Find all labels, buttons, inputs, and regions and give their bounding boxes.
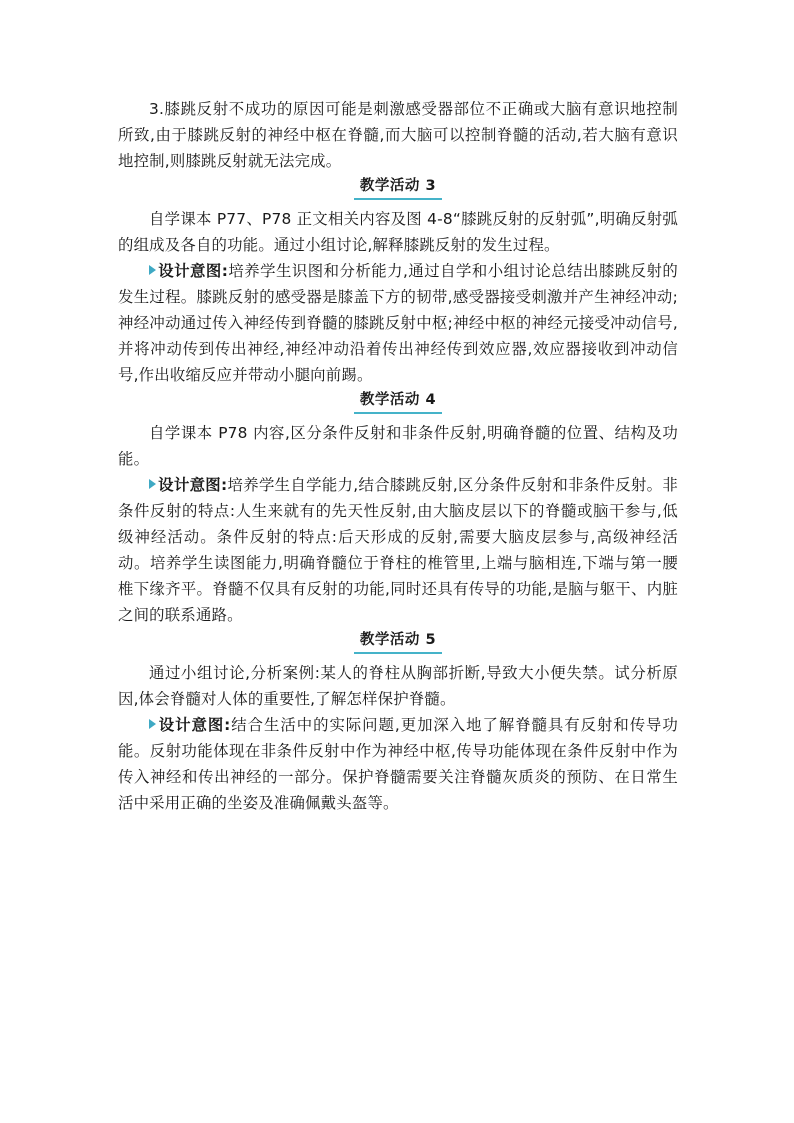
- activity-3-intent-label: 设计意图:: [158, 262, 229, 280]
- triangle-marker-icon: [149, 265, 156, 275]
- activity-5-heading-wrap: [118, 629, 678, 657]
- activity-5-intent-label: 设计意图:: [158, 716, 231, 734]
- activity-3-intent: [118, 258, 678, 388]
- activity-3-heading: 教学活动 3: [354, 175, 442, 200]
- activity-4-intent: [118, 472, 678, 628]
- activity-4-heading: 教学活动 4: [354, 389, 442, 414]
- triangle-marker-icon: [149, 479, 156, 489]
- activity-4-heading-wrap: [118, 389, 678, 417]
- activity-4-intent-label: 设计意图:: [158, 476, 228, 494]
- activity-5-intent: [118, 712, 678, 816]
- activity-5-intent-text: 结合生活中的实际问题,更加深入地了解脊髓具有反射和传导功能。反射功能体现在非条件反射中作为神经中枢,传导功能体现在条件反射中作为传入神经和传出神经的一部分。保护脊髓需要关注脊髓灰质炎的预防、在日常生活中采用正确的坐姿及准确佩戴头盔等。: [118, 716, 678, 812]
- activity-4-task: 自学课本 P78 内容,区分条件反射和非条件反射,明确脊髓的位置、结构及功能。: [118, 424, 678, 468]
- activity-5-task: 通过小组讨论,分析案例:某人的脊柱从胸部折断,导致大小便失禁。试分析原因,体会脊髓对人体的重要性,了解怎样保护脊髓。: [118, 664, 678, 708]
- triangle-marker-icon: [149, 719, 156, 729]
- activity-5-heading: 教学活动 5: [354, 629, 442, 654]
- activity-3-task: 自学课本 P77、P78 正文相关内容及图 4-8“膝跳反射的反射弧”,明确反射弧的组成及各自的功能。通过小组讨论,解释膝跳反射的发生过程。: [118, 210, 678, 254]
- document-page: [118, 96, 678, 816]
- activity-3-intent-text: 培养学生识图和分析能力,通过自学和小组讨论总结出膝跳反射的发生过程。膝跳反射的感受器是膝盖下方的韧带,感受器接受刺激并产生神经冲动;神经冲动通过传入神经传到脊髓的膝跳反射中枢;神经中枢的神经元接受冲动信号,并将冲动传到传出神经,神经冲动沿着传出神经传到效应器,效应器接收到冲动信号,作出收缩反应并带动小腿向前踢。: [118, 262, 678, 384]
- activity-3-heading-wrap: [118, 175, 678, 203]
- activity-4-intent-text: 培养学生自学能力,结合膝跳反射,区分条件反射和非条件反射。非条件反射的特点:人生来就有的先天性反射,由大脑皮层以下的脊髓或脑干参与,低级神经活动。条件反射的特点:后天形成的反射,需要大脑皮层参与,高级神经活动。培养学生读图能力,明确脊髓位于脊柱的椎管里,上端与脑相连,下端与第一腰椎下缘齐平。脊髓不仅具有反射的功能,同时还具有传导的功能,是脑与躯干、内脏之间的联系通路。: [118, 476, 678, 624]
- intro-paragraph: 3.膝跳反射不成功的原因可能是刺激感受器部位不正确或大脑有意识地控制所致,由于膝跳反射的神经中枢在脊髓,而大脑可以控制脊髓的活动,若大脑有意识地控制,则膝跳反射就无法完成。: [118, 100, 678, 170]
